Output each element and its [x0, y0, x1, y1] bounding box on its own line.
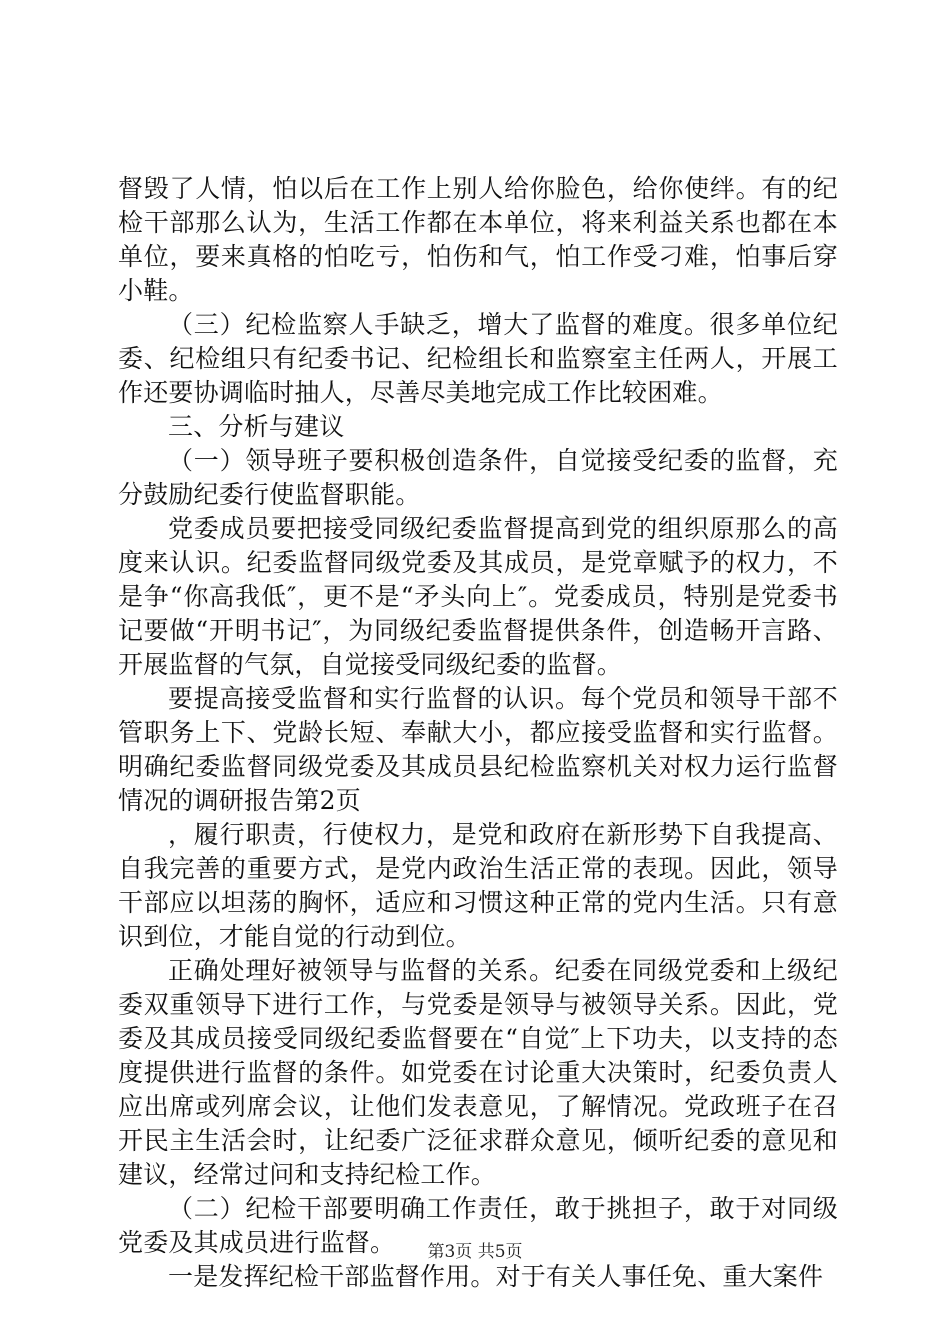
- subsection-heading-2: （二）纪检干部要明确工作责任，敢于挑担子，敢于对同级党委及其成员进行监督。: [118, 1194, 838, 1257]
- document-body: [118, 172, 838, 1294]
- paragraph-3: 党委成员要把接受同级纪委监督提高到党的组织原那么的高度来认识。纪委监督同级党委及其成员，是党章赋予的权力，不是争“你高我低″，更不是“矛头向上″。党委成员，特别是党委书记要做“开明书记″，为同级纪委监督提供条件，创造畅开言路、开展监督的气氛，自觉接受同级纪委的监督。: [118, 514, 838, 679]
- paragraph-6: 正确处理好被领导与监督的关系。纪委在同级党委和上级纪委双重领导下进行工作，与党委是领导与被领导关系。因此，党委及其成员接受同级纪委监督要在“自觉″上下功夫，以支持的态度提供进行监督的条件。如党委在讨论重大决策时，纪委负责人应出席或列席会议，让他们发表意见，了解情况。党政班子在召开民主生活会时，让纪委广泛征求群众意见，倾听纪委的意见和建议，经常过问和支持纪检工作。: [118, 956, 838, 1189]
- page-footer: 第3页 共5页: [427, 1242, 523, 1262]
- paragraph-1: 督毁了人情，怕以后在工作上别人给你脸色，给你使绊。有的纪检干部那么认为，生活工作都在本单位，将来利益关系也都在本单位，要来真格的怕吃亏，怕伤和气，怕工作受刁难，怕事后穿小鞋。: [118, 174, 838, 305]
- paragraph-4: 要提高接受监督和实行监督的认识。每个党员和领导干部不管职务上下、党龄长短、奉献大小，都应接受监督和实行监督。明确纪委监督同级党委及其成员县纪检监察机关对权力运行监督情况的调研报告第2页: [118, 684, 838, 815]
- paragraph-5: ，履行职责，行使权力，是党和政府在新形势下自我提高、自我完善的重要方式，是党内政治生活正常的表现。因此，领导干部应以坦荡的胸怀，适应和习惯这种正常的党内生活。只有意识到位，才能自觉的行动到位。: [118, 820, 838, 951]
- paragraph-7: 一是发挥纪检干部监督作用。对于有关人事任免、重大案件: [168, 1262, 824, 1291]
- subsection-heading-1: （一）领导班子要积极创造条件，自觉接受纪委的监督，充分鼓励纪委行使监督职能。: [118, 446, 838, 509]
- paragraph-2: （三）纪检监察人手缺乏，增大了监督的难度。很多单位纪委、纪检组只有纪委书记、纪检组长和监察室主任两人，开展工作还要协调临时抽人，尽善尽美地完成工作比较困难。: [118, 310, 838, 407]
- section-heading: 三、分析与建议: [168, 412, 345, 441]
